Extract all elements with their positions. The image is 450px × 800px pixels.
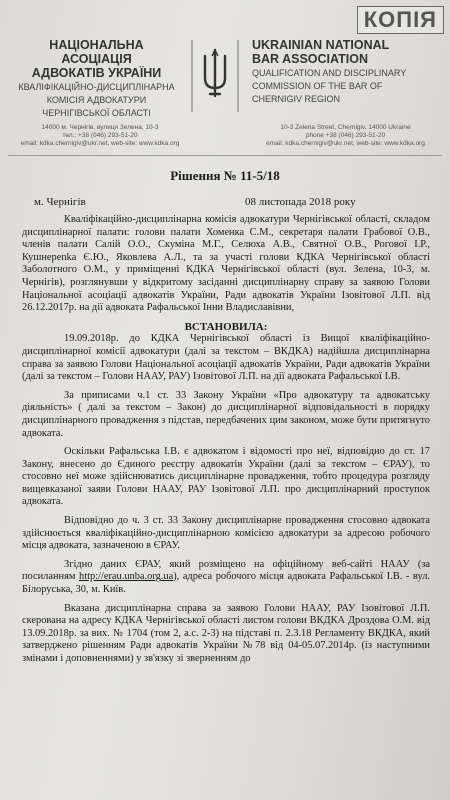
established-heading: ВСТАНОВИЛА: — [184, 320, 268, 333]
address-left-email: email: kdka.chernigiv@ukr.net, web-site: www.kdka.org — [20, 140, 180, 147]
header-right-line1: UKRAINIAN NATIONAL — [252, 38, 390, 52]
decision-date: 08 листопада 2018 року — [245, 196, 356, 208]
intro-paragraph: Кваліфікаційно-дисциплінарна комісія адвокатури Чернігівської області, складом дисциплінарної палати: голови палати Хоменка С.М., секретаря палати Грабової О.В., членів палати Салій О.О., Скуміна М.Г., Селюха А.В., Святної О.В., Рогової І.Р., Кушнерenka Є.Ю., Яковлева А.Л., та за участі голови КДКА Чернігівської області Заболотного О.М., у приміщенні КДКА Чернігівської області (вул. Зелена, 10-3, м. Чернігів), розглянувши у відкритому засіданні дисциплінарну справу за заявою Голови Національної асоціації адвокатів України, Ради адвокатів України Ізовітової Л.П. від 26.12.2017р. на дії адвоката Рафальської Інни Владиславівни, — [22, 214, 430, 314]
header-right-line2: BAR ASSOCIATION — [252, 52, 368, 66]
address-right-street: 10-3 Zelena Street, Chernigiv, 14000 Ukraine — [280, 124, 411, 131]
trident-emblem-icon — [190, 36, 240, 116]
document-body — [22, 214, 430, 672]
header-left — [14, 38, 179, 119]
paragraph-5-end: ), адреса робочого місця адвоката Рафальської І.В. - вул. Білоруська, 30, м. Київ. — [22, 571, 430, 596]
header-right-line3: QUALIFICATION AND DISCIPLINARY — [252, 68, 407, 78]
header-right-line5: CHERNIGIV REGION — [252, 94, 341, 104]
header-divider — [8, 155, 442, 156]
header-right-line4: COMMISSION OF THE BAR OF — [252, 81, 383, 91]
header-left-line1: НАЦІОНАЛЬНА АСОЦІАЦІЯ — [49, 38, 144, 66]
header-left-line2: АДВОКАТІВ УКРАЇНИ — [31, 66, 162, 80]
address-left-street: 14000 м. Чернігів, вулиця Зелена, 10-3 — [41, 124, 159, 131]
paragraph-3: Оскільки Рафальська І.В. є адвокатом і відомості про неї, відповідно до ст. 17 Закону, внесено до Єдиного реєстру адвокатів України (далі за текстом – ЄРАУ), то стосовно неї може здійснюватись дисциплінарне провадження, тобто процедура розгляду вищевказаної заяви Голови НААУ, РАУ Ізовітової Л.П. про дисциплінарний проступок адвоката. — [22, 446, 430, 508]
address-left-phone: тел.: +38 (046) 293-51-20 — [62, 132, 138, 139]
header-left-line4: КОМІСІЯ АДВОКАТУРИ — [46, 95, 147, 105]
paragraph-6: Вказана дисциплінарна справа за заявою Голови НААУ, РАУ Ізовітової Л.П. скерована на адресу КДКА Чернігівської області листом голови ВКДКА Дроздова О.М. від 13.09.2018р. за вих. № 1704 (том 2, а.с. 2-3) на підставі п. 2.3.18 Регламенту ВКДКА, який затверджено рішенням Ради адвокатів України №78 від 04-05.07.2014р. (із наступними змінами і доповненнями) у зв'язку зі зверненням до — [22, 602, 430, 664]
erau-link[interactable]: http://erau.unba.org.ua — [79, 571, 174, 583]
header-right — [252, 38, 442, 105]
address-right-phone: phone +38 (046) 293-51-20 — [305, 132, 386, 139]
copy-stamp: КОПІЯ — [357, 6, 444, 34]
paragraph-1: 19.09.2018р. до КДКА Чернігівської області із Вищої кваліфікаційно-дисциплінарної комісії адвокатури (далі за текстом – ВКДКА) надійшла дисциплінарна справа за заявою Голови Національної асоціації адвокатів України, Ради адвокатів України (далі за текстом – Голови НААУ, РАУ) Ізовітової Л.П. на дії адвоката Рафальської І.В. — [22, 333, 430, 383]
header-left-line3: КВАЛІФІКАЦІЙНО-ДИСЦИПЛІНАРНА — [18, 82, 175, 92]
header-left-line5: ЧЕРНІГІВСЬКОЇ ОБЛАСТІ — [42, 108, 151, 118]
paragraph-5 — [22, 559, 430, 597]
decision-city: м. Чернігів — [34, 196, 86, 208]
decision-title: Рішення № 11-5/18 — [170, 168, 280, 183]
address-left — [20, 124, 180, 148]
paragraph-2: За приписами ч.1 ст. 33 Закону України «Про адвокатуру та адвокатську діяльність» ( далі за текстом – Закон) до дисциплінарної відповідальності в порядку дисциплінарного провадження з підстав, передбачених цим законом, може бути притягнуто адвоката. — [22, 389, 430, 439]
paragraph-5-start: Згідно даних ЄРАУ, який розміщено на офіційному веб-сайті НААУ (за посиланням — [22, 558, 430, 583]
address-right-email: email: kdka.chernigiv@ukr.net, web-site: www.kdka.org — [266, 140, 425, 147]
paragraph-4: Відповідно до ч. 3 ст. 33 Закону дисциплінарне провадження стосовно адвоката здійснюється кваліфікаційно-дисциплінарною комісією адвокатури за адресою робочого місця адвоката, зазначеною в ЄРАУ. — [22, 515, 430, 552]
address-right — [258, 124, 433, 148]
